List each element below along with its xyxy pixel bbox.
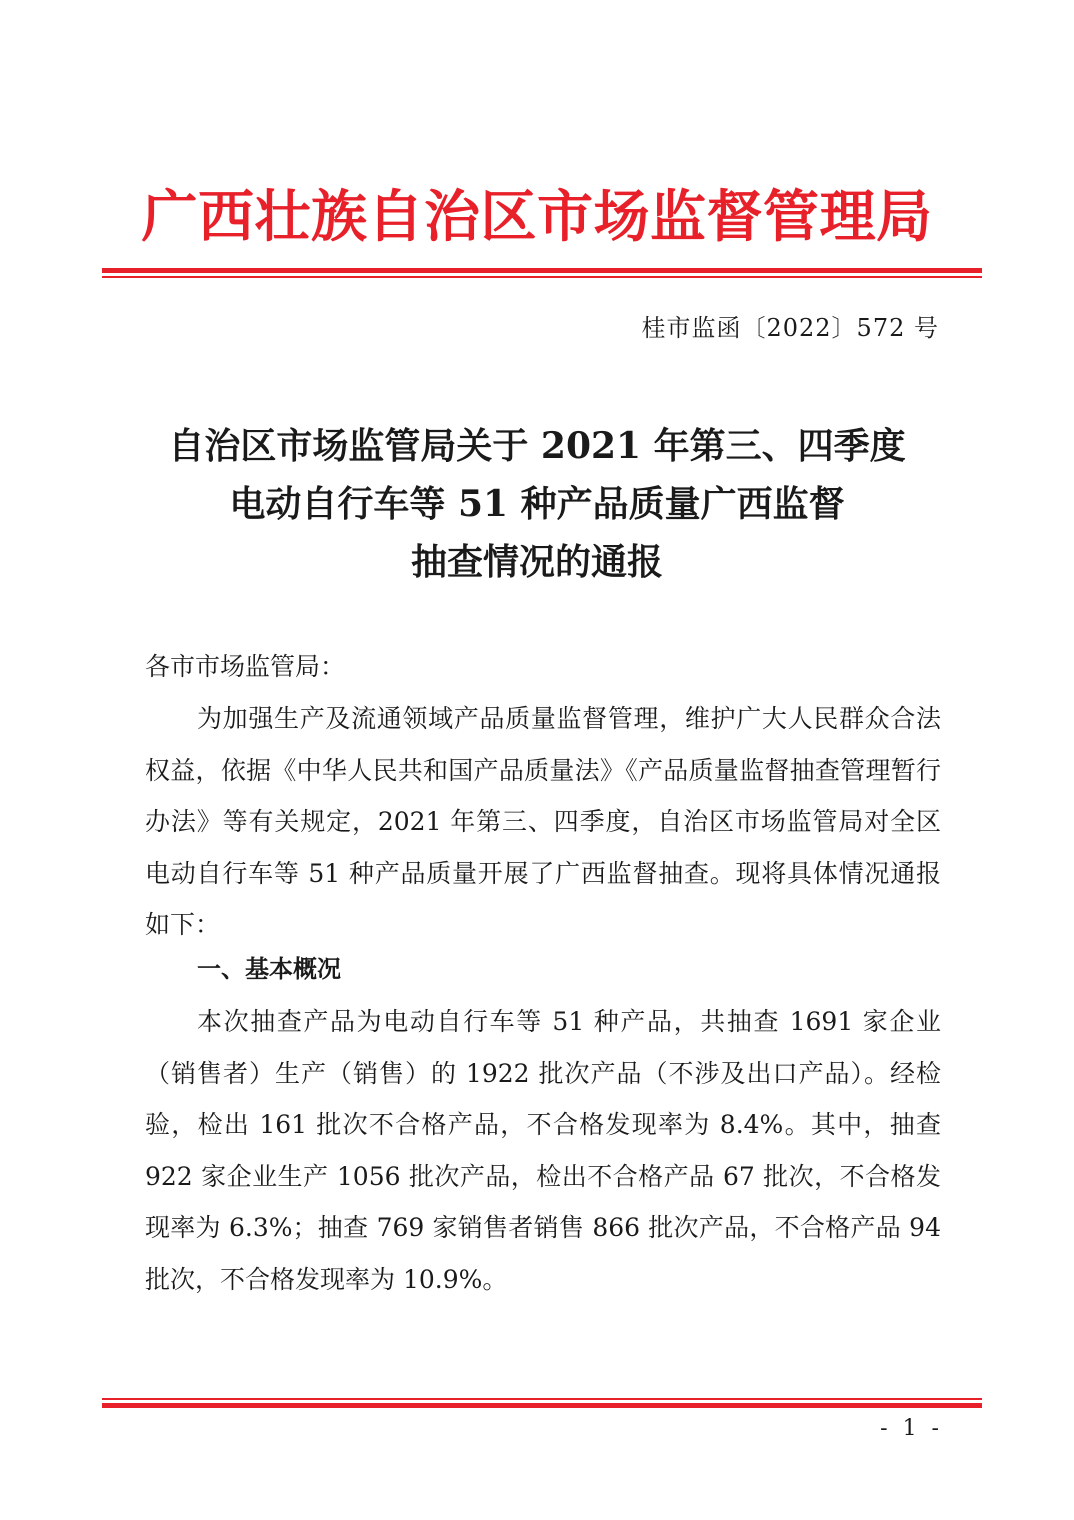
paragraph-1: 为加强生产及流通领域产品质量监督管理，维护广大人民群众合法权益，依据《中华人民共和国产品质量法》《产品质量监督抽查管理暂行办法》等有关规定，2021 年第三、四季度，自治区市场监管局对全区电动自行车等 51 种产品质量开展了广西监督抽查。现将具体情况通报如下： — [145, 704, 941, 939]
title-line-1: 自治区市场监管局关于 2021 年第三、四季度 — [168, 425, 906, 467]
document-title — [100, 417, 974, 591]
title-line-3: 抽查情况的通报 — [410, 541, 663, 583]
page-number: - 1 - — [880, 1416, 943, 1441]
footer-red-rule-thick — [102, 1403, 982, 1408]
header-red-rule-thin — [102, 276, 982, 278]
section-1-heading: 一、基本概况 — [197, 955, 341, 983]
header-red-rule-thick — [102, 268, 982, 273]
footer-red-rule-thin — [102, 1398, 982, 1400]
title-line-2: 电动自行车等 51 种产品质量广西监督 — [229, 483, 845, 525]
salutation: 各市市场监管局： — [145, 652, 346, 681]
issuing-organization-header: 广西壮族自治区市场监督管理局 — [141, 184, 933, 250]
document-number: 桂市监函〔2022〕572 号 — [641, 314, 939, 342]
section-1-paragraph: 本次抽查产品为电动自行车等 51 种产品，共抽查 1691 家企业（销售者）生产（销售）的 1922 批次产品（不涉及出口产品）。经检验，检出 161 批次不合格产品，不合格发现率为 8.4%。其中，抽查 922 家企业生产 1056 批次产品，检出不合格产品 67 批次，不合格发现率为 6.3%；抽查 769 家销售者销售 866 批次产品，不合格产品 94 批次，不合格发现率为 10.9%。 — [145, 1007, 941, 1294]
